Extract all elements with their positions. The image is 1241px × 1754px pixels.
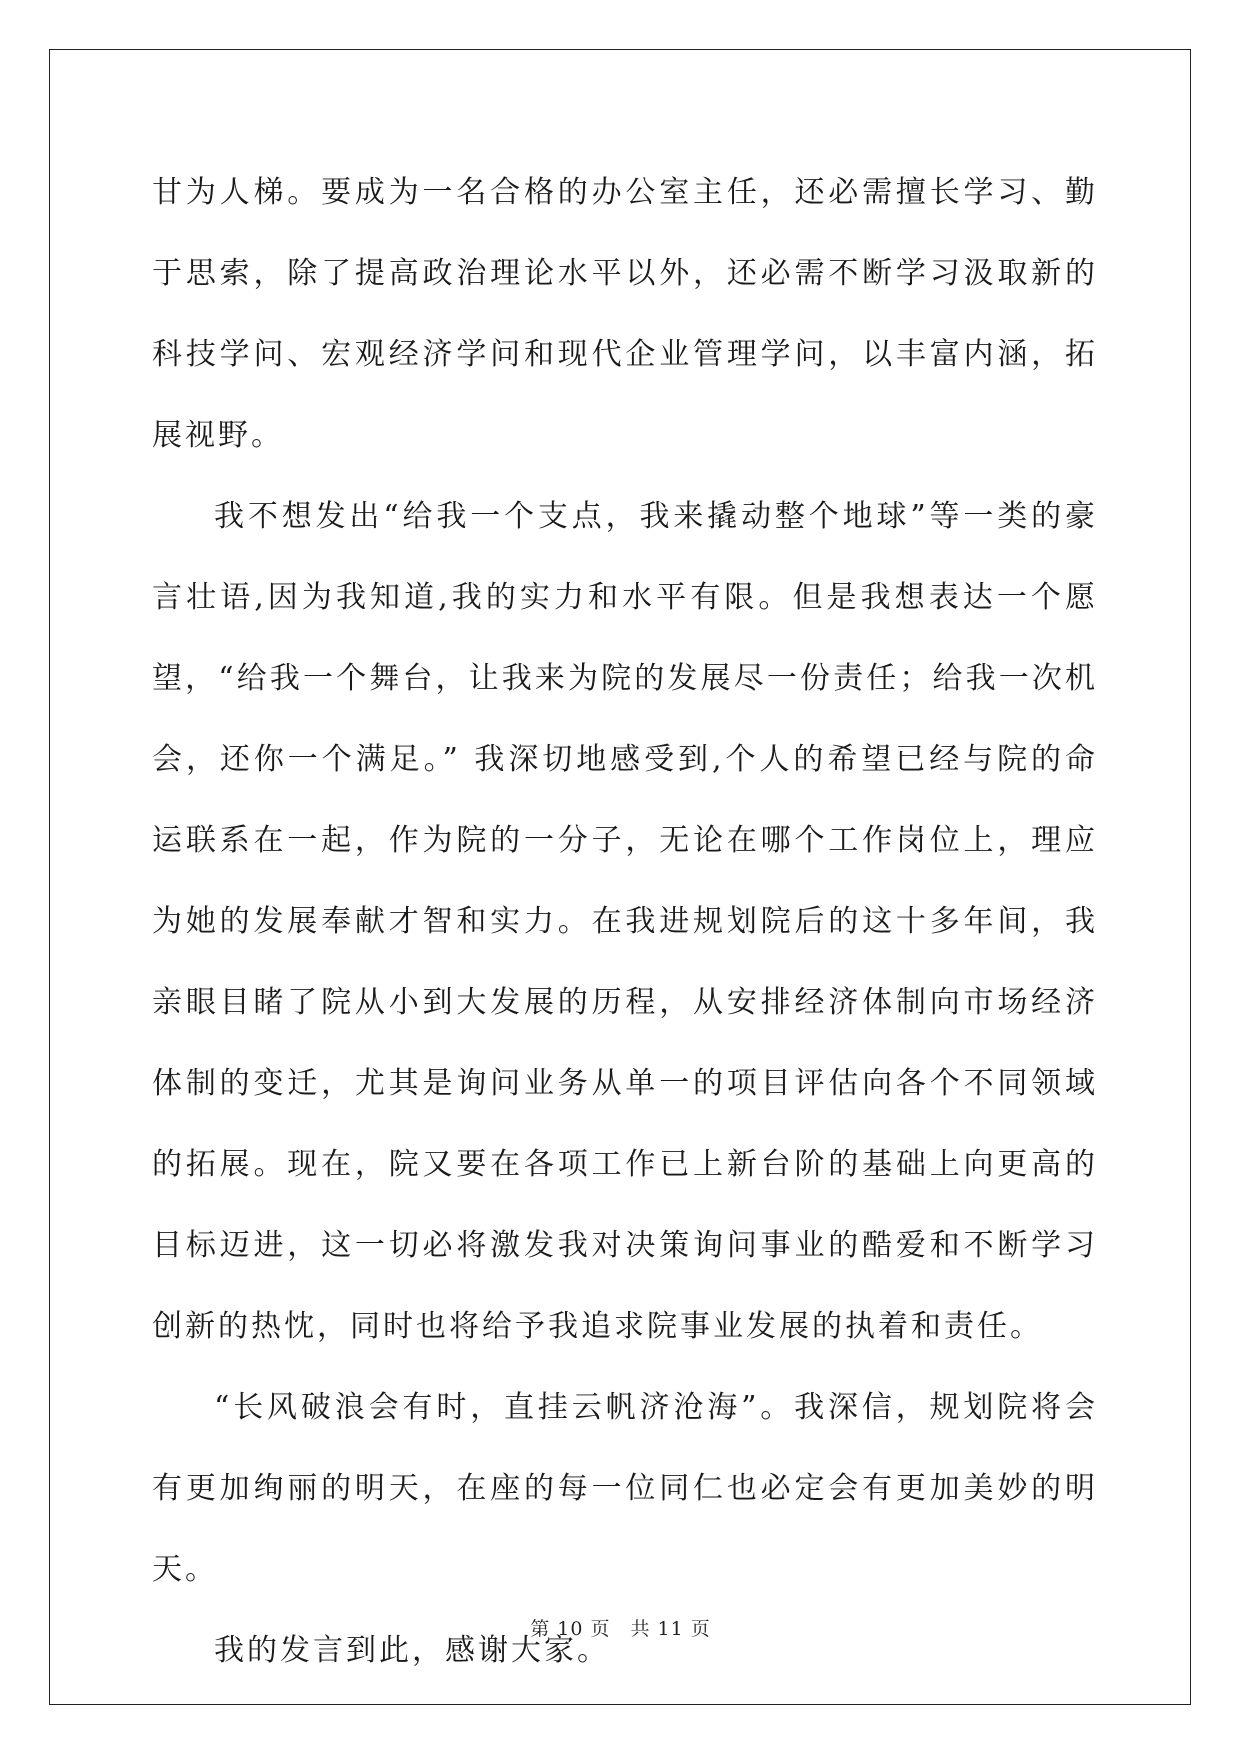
paragraph-2: 我不想发出“给我一个支点，我来撬动整个地球”等一类的豪言壮语,因为我知道,我的实力和水平有限。但是我想表达一个愿望，“给我一个舞台，让我来为院的发展尽一份责任；给我一次机会，还你一个满足。” 我深切地感受到,个人的希望已经与院的命运联系在一起，作为院的一分子，无论在哪个工作岗位上，理应为她的发展奉献才智和实力。在我进规划院后的这十多年间，我亲眼目睹了院从小到大发展的历程，从安排经济体制向市场经济体制的变迁，尤其是询问业务从单一的项目评估向各个不同领域的拓展。现在，院又要在各项工作已上新台阶的基础上向更高的目标迈进，这一切必将激发我对决策询问事业的酷爱和不断学习创新的热忱，同时也将给予我追求院事业发展的执着和责任。 [152,499,1098,1344]
page-footer: 第 10 页 共 11 页 [530,1618,711,1640]
paragraph-1: 甘为人梯。要成为一名合格的办公室主任，还必需擅长学习、勤于思索，除了提高政治理论水平以外，还必需不断学习汲取新的科技学问、宏观经济学问和现代企业管理学问，以丰富内涵，拓展视野。 [152,175,1098,453]
paragraph-3: “长风破浪会有时，直挂云帆济沧海”。我深信，规划院将会有更加绚丽的明天，在座的每一位同仁也必定会有更加美妙的明天。 [152,1390,1098,1587]
paragraph-4: 我的发言到此，感谢大家。 [214,1633,610,1668]
document-body [152,152,1098,1691]
